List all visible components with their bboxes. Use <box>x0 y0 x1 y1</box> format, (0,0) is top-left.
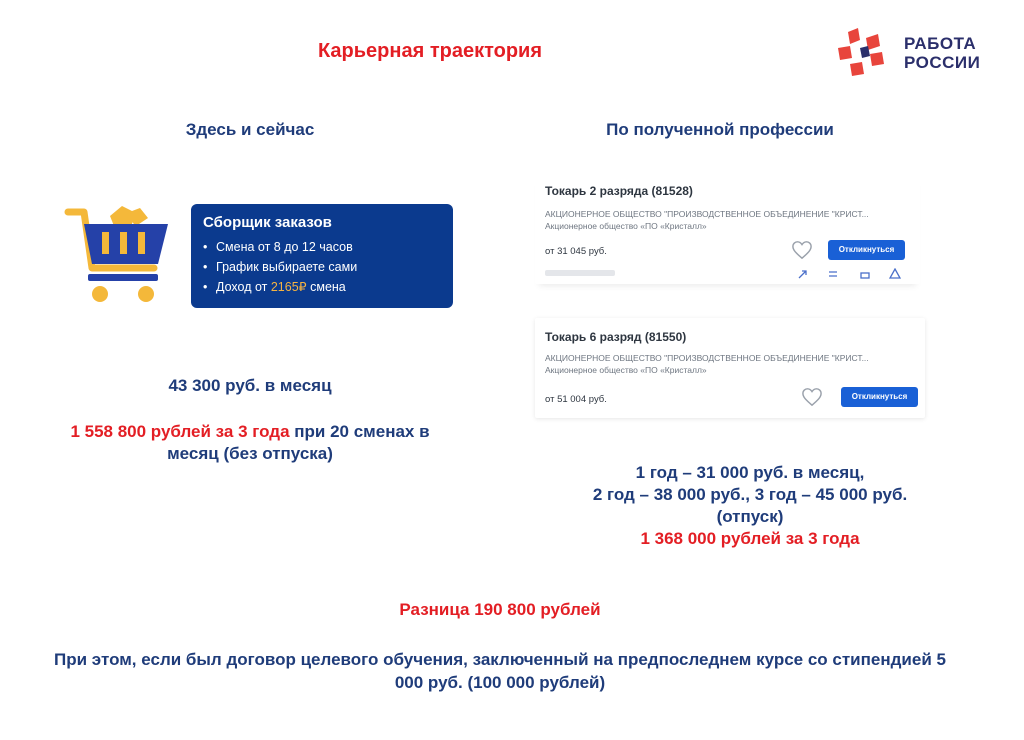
heart-icon[interactable] <box>801 387 823 407</box>
salary-year-2-3: 2 год – 38 000 руб., 3 год – 45 000 руб. <box>592 485 908 504</box>
job-card[interactable] <box>535 318 925 418</box>
vacancy-bullet: • Смена от 8 до 12 часов <box>203 237 441 257</box>
apply-button[interactable]: Откликнуться <box>841 387 918 407</box>
heart-icon[interactable] <box>791 240 813 260</box>
vacancy-card <box>191 204 453 308</box>
company-line: Акционерное общество «ПО «Кристалл» <box>545 365 707 375</box>
right-heading: По полученной профессии <box>606 120 834 139</box>
warning-icon[interactable] <box>889 268 901 280</box>
company-line: АКЦИОНЕРНОЕ ОБЩЕСТВО "ПРОИЗВОДСТВЕННОЕ ОБЪЕДИНЕНИЕ "КРИСТ... <box>545 209 869 219</box>
job-salary: от 51 004 руб. <box>545 394 607 405</box>
page-title: Карьерная траектория <box>317 40 543 62</box>
print-icon[interactable] <box>859 268 871 280</box>
logo-line-2: РОССИИ <box>904 53 981 72</box>
job-card[interactable] <box>535 176 920 284</box>
job-title[interactable]: Токарь 6 разряд (81550) <box>545 330 687 344</box>
logo-line-1: РАБОТА <box>904 34 977 53</box>
vacancy-bullets <box>203 237 441 297</box>
rabota-rossii-logo <box>836 24 1006 84</box>
logo-mark-icon <box>836 26 896 82</box>
logo-text <box>904 34 980 72</box>
job-title[interactable]: Токарь 2 разряда (81528) <box>545 184 693 198</box>
vacancy-income <box>203 277 441 297</box>
total-right-red: 1 368 000 рублей за 3 года <box>640 529 860 548</box>
vacancy-title: Сборщик заказов <box>203 214 332 231</box>
difference: Разница 190 800 рублей <box>399 600 601 619</box>
monthly-income-left: 43 300 руб. в месяц <box>168 376 332 395</box>
company-line: Акционерное общество «ПО «Кристалл» <box>545 221 707 231</box>
share-icon[interactable] <box>797 268 809 280</box>
income-suffix: смена <box>306 280 346 294</box>
total-left-red: 1 558 800 рублей за 3 года <box>70 422 290 441</box>
shopping-cart-icon <box>62 198 174 308</box>
total-left <box>60 421 440 465</box>
job-card-footer <box>535 268 920 282</box>
apply-button[interactable]: Откликнуться <box>828 240 905 260</box>
target-training-note: При этом, если был договор целевого обучения, заключенный на предпоследнем курсе со стипендией 5 000 руб. (100 000 рублей) <box>54 650 946 692</box>
job-salary: от 31 045 руб. <box>545 246 607 257</box>
salary-progression <box>520 462 980 550</box>
income-prefix: Доход от <box>216 280 271 294</box>
company-line: АКЦИОНЕРНОЕ ОБЩЕСТВО "ПРОИЗВОДСТВЕННОЕ ОБЪЕДИНЕНИЕ "КРИСТ... <box>545 353 869 363</box>
job-company <box>545 352 920 376</box>
job-company <box>545 208 915 232</box>
income-value: 2165₽ <box>270 280 307 294</box>
total-left-rest: при 20 сменах в месяц (без отпуска) <box>167 422 430 463</box>
vacancy-bullet: • График выбираете сами <box>203 257 441 277</box>
salary-year-1: 1 год – 31 000 руб. в месяц, <box>635 463 865 482</box>
compare-icon[interactable] <box>827 268 839 280</box>
left-heading: Здесь и сейчас <box>185 120 315 139</box>
salary-vacation: (отпуск) <box>716 507 784 526</box>
